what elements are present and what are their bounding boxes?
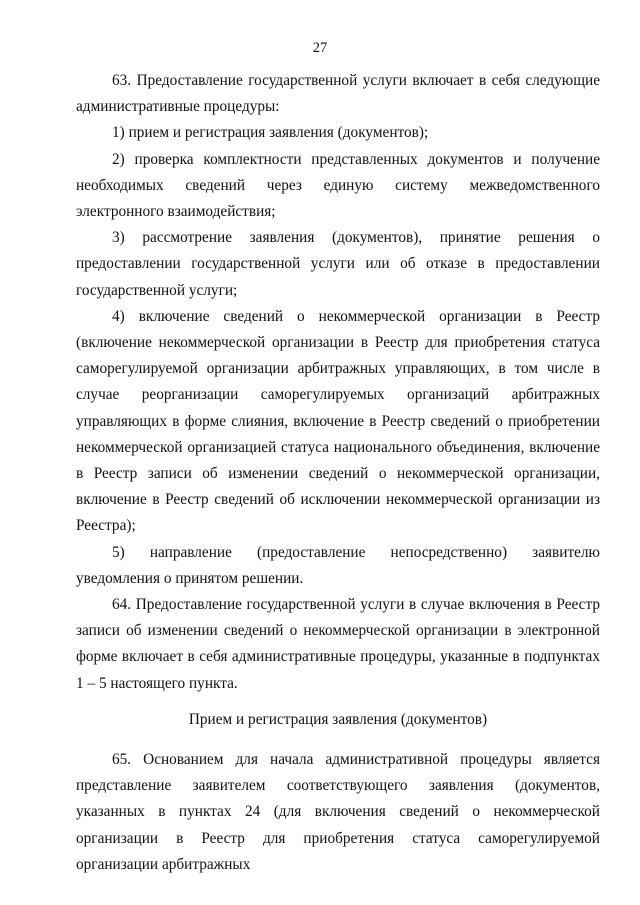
list-item-5: 5) направление (предоставление непосредственно) заявителю уведомления о принятом решении. (76, 543, 600, 587)
list-item-3: 3) рассмотрение заявления (документов), принятие решения о предоставлении государственной услуги или об отказе в предоставлении государственной услуги; (76, 229, 600, 299)
paragraph-64: 64. Предоставление государственной услуги в случае включения в Реестр записи об изменении сведений о некоммерческой организации в электронной форме включает в себя административные процедуры, указанные в подпунктах 1 – 5 настоящего пункта. (76, 596, 600, 692)
list-item-1: 1) прием и регистрация заявления (документов); (112, 124, 429, 142)
paragraph-63: 63. Предоставление государственной услуги включает в себя следующие административные процедуры: (76, 72, 600, 116)
list-item-2: 2) проверка комплектности представленных документов и получение необходимых сведений через единую систему межведомственного электронного взаимодействия; (76, 150, 600, 221)
paragraph-65: 65. Основанием для начала административной процедуры является представление заявителем соответствующего заявления (документов, указанных в пунктах 24 (для включения сведений о некоммерческой организации в Реестр для приобретения статуса саморегулируемой организации арбитражных (76, 751, 600, 873)
list-item-4: 4) включение сведений о некоммерческой организации в Реестр (включение некоммерческой организации в Реестр для приобретения статуса саморегулируемой организации арбитражных управляющих, в том числе в случае реорганизации саморегулируемых организаций арбитражных управляющих в форме слияния, включение в Реестр сведений о приобретении некоммерческой организацией статуса национального объединения, включение в Реестр записи об изменении сведений о некоммерческой организации, включение в Реестр сведений об исключении некоммерческой организации из Реестра); (76, 307, 600, 535)
document-body (76, 68, 600, 878)
page-number: 27 (312, 40, 328, 56)
section-heading: Прием и регистрация заявления (документов) (188, 710, 488, 728)
